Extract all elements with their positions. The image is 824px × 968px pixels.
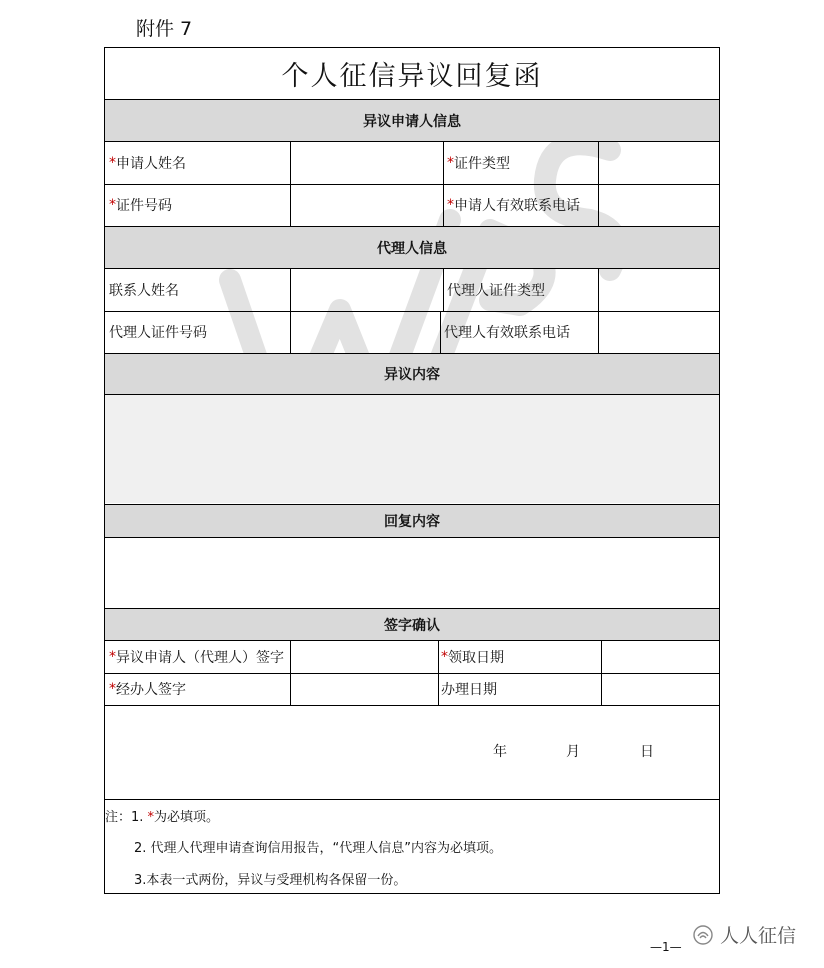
label-contact-name: 联系人姓名 [109,283,179,299]
contact-name-field[interactable] [291,270,442,310]
row-divider [105,673,719,674]
label-applicant-name: * 申请人姓名 [105,142,290,184]
form-title: 个人征信异议回复函 [105,48,719,100]
label-agent-id-type: 代理人证件类型 [447,283,545,299]
id-number-field[interactable] [291,185,442,225]
row-divider [105,184,719,185]
col-divider [438,641,439,705]
label-id-number: * 证件号码 [105,184,290,226]
agent-id-type-field[interactable] [599,270,719,310]
note-2: 2. 代理人代理申请查询信用报告，“代理人信息”内容为必填项。 [134,841,503,856]
handler-sign-field[interactable] [291,674,437,704]
col-divider [290,142,291,226]
note-1-text: 为必填项。 [154,810,220,825]
date-month-label: 月 [566,744,580,760]
col-divider [443,142,444,226]
reply-content-field[interactable] [105,538,719,608]
account-badge [692,921,796,948]
label-handler-sign: * 经办人签字 [105,673,290,705]
applicant-name-field[interactable] [291,143,442,183]
col-divider [601,641,602,705]
wechat-icon [692,924,714,946]
row-divider [105,799,719,800]
applicant-phone-field[interactable] [599,185,719,225]
section-reply-header: 回复内容 [105,504,719,538]
date-year-label: 年 [493,744,507,760]
label-agent-id-number: 代理人证件号码 [109,325,207,341]
col-divider [290,269,291,353]
col-divider [598,269,599,353]
col-divider [598,142,599,226]
section-agent-header: 代理人信息 [105,226,719,269]
col-divider [290,641,291,705]
section-dispute-header: 异议内容 [105,353,719,395]
account-name: 人人征信 [719,925,796,947]
agent-phone-field[interactable] [599,312,719,352]
applicant-sign-field[interactable] [291,642,437,672]
date-day-label: 日 [640,744,654,760]
process-date-field[interactable] [602,674,719,704]
section-applicant-header: 异议申请人信息 [105,99,719,142]
col-divider [443,269,444,311]
note-1 [105,806,219,825]
note-3: 3.本表一式两份，异议与受理机构各保留一份。 [134,873,407,888]
section-signature-header: 签字确认 [105,608,719,641]
attachment-label: 附件 7 [136,18,193,40]
label-applicant-phone: * 申请人有效联系电话 [443,184,598,226]
receive-date-field[interactable] [602,642,719,672]
note-1-prefix: 注：1. [105,810,144,825]
label-applicant-sign: * 异议申请人（代理人）签字 [105,641,290,673]
row-divider [105,311,719,312]
label-process-date: 办理日期 [441,682,497,698]
id-type-field[interactable] [599,143,719,183]
label-agent-phone: 代理人有效联系电话 [444,325,570,341]
row-divider [105,705,719,706]
required-star: * [147,810,155,825]
label-id-type: * 证件类型 [443,142,598,184]
page-number: —1— [650,940,682,954]
dispute-content-field[interactable] [105,395,719,503]
label-receive-date: * 领取日期 [437,641,601,673]
col-divider [440,311,441,353]
agent-id-number-field[interactable] [291,312,439,352]
